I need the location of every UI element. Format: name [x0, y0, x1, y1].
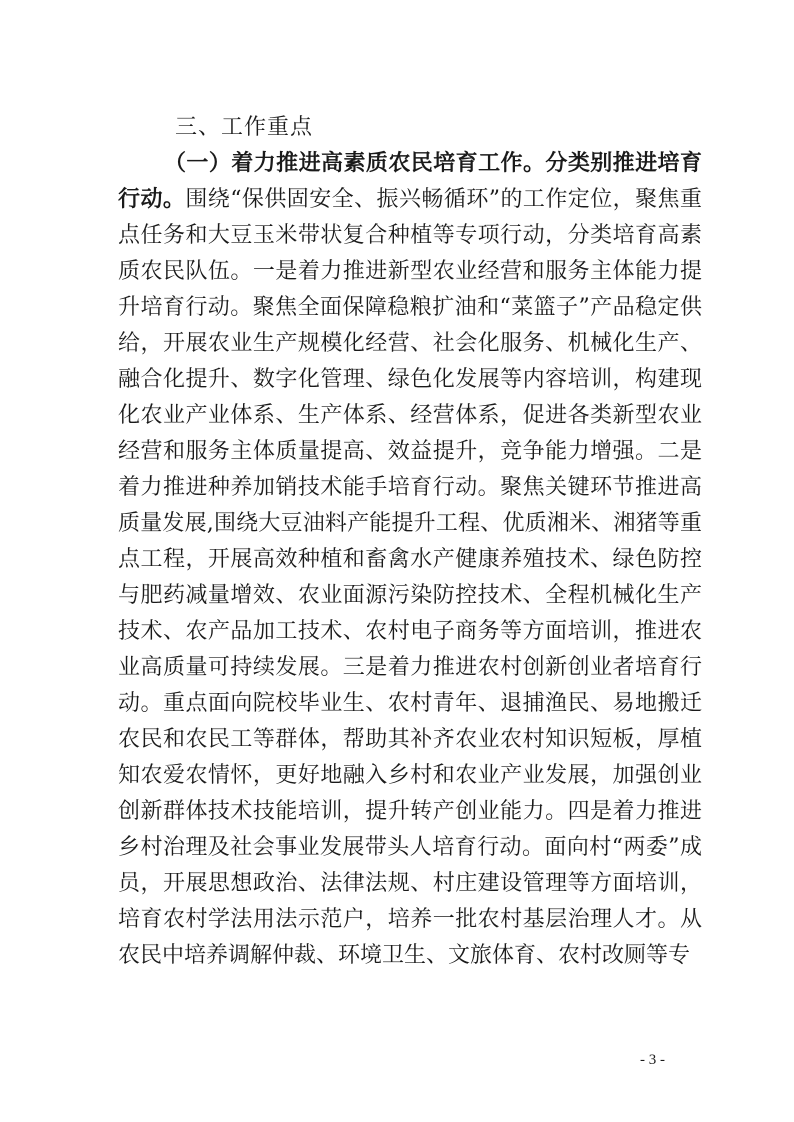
- bold-lead-sentence: （一）着力推进高素质农民培育工作。分类别推进培育行动。: [118, 151, 702, 212]
- body-paragraph: [118, 146, 702, 974]
- paragraph-text: 围绕“保供固安全、振兴畅循环”的工作定位，聚焦重点任务和大豆玉米带状复合种植等专项行动，分类培育高素质农民队伍。一是着力推进新型农业经营和服务主体能力提升培育行动。聚焦全面保障稳粮扩油和“菜篮子”产品稳定供给，开展农业生产规模化经营、社会化服务、机械化生产、融合化提升、数字化管理、绿色化发展等内容培训，构建现化农业产业体系、生产体系、经营体系，促进各类新型农业经营和服务主体质量提高、效益提升，竞争能力增强。二是着力推进种养加销技术能手培育行动。聚焦关键环节推进高质量发展,围绕大豆油料产能提升工程、优质湘米、湘猪等重点工程，开展高效种植和畜禽水产健康养殖技术、绿色防控与肥药减量增效、农业面源污染防控技术、全程机械化生产技术、农产品加工技术、农村电子商务等方面培训，推进农业高质量可持续发展。三是着力推进农村创新创业者培育行动。重点面向院校毕业生、农村青年、退捕渔民、易地搬迁农民和农民工等群体，帮助其补齐农业农村知识短板，厚植知农爱农情怀，更好地融入乡村和农业产业发展，加强创业创新群体技术技能培训，提升转产创业能力。四是着力推进乡村治理及社会事业发展带头人培育行动。面向村“两委”成员，开展思想政治、法律法规、村庄建设管理等方面培训，培育农村学法用法示范户，培养一批农村基层治理人才。从农民中培养调解仲裁、环境卫生、文旅体育、农村改厕等专: [118, 187, 702, 968]
- section-heading: 三、工作重点: [175, 115, 314, 140]
- page-number: - 3 -: [640, 1052, 665, 1068]
